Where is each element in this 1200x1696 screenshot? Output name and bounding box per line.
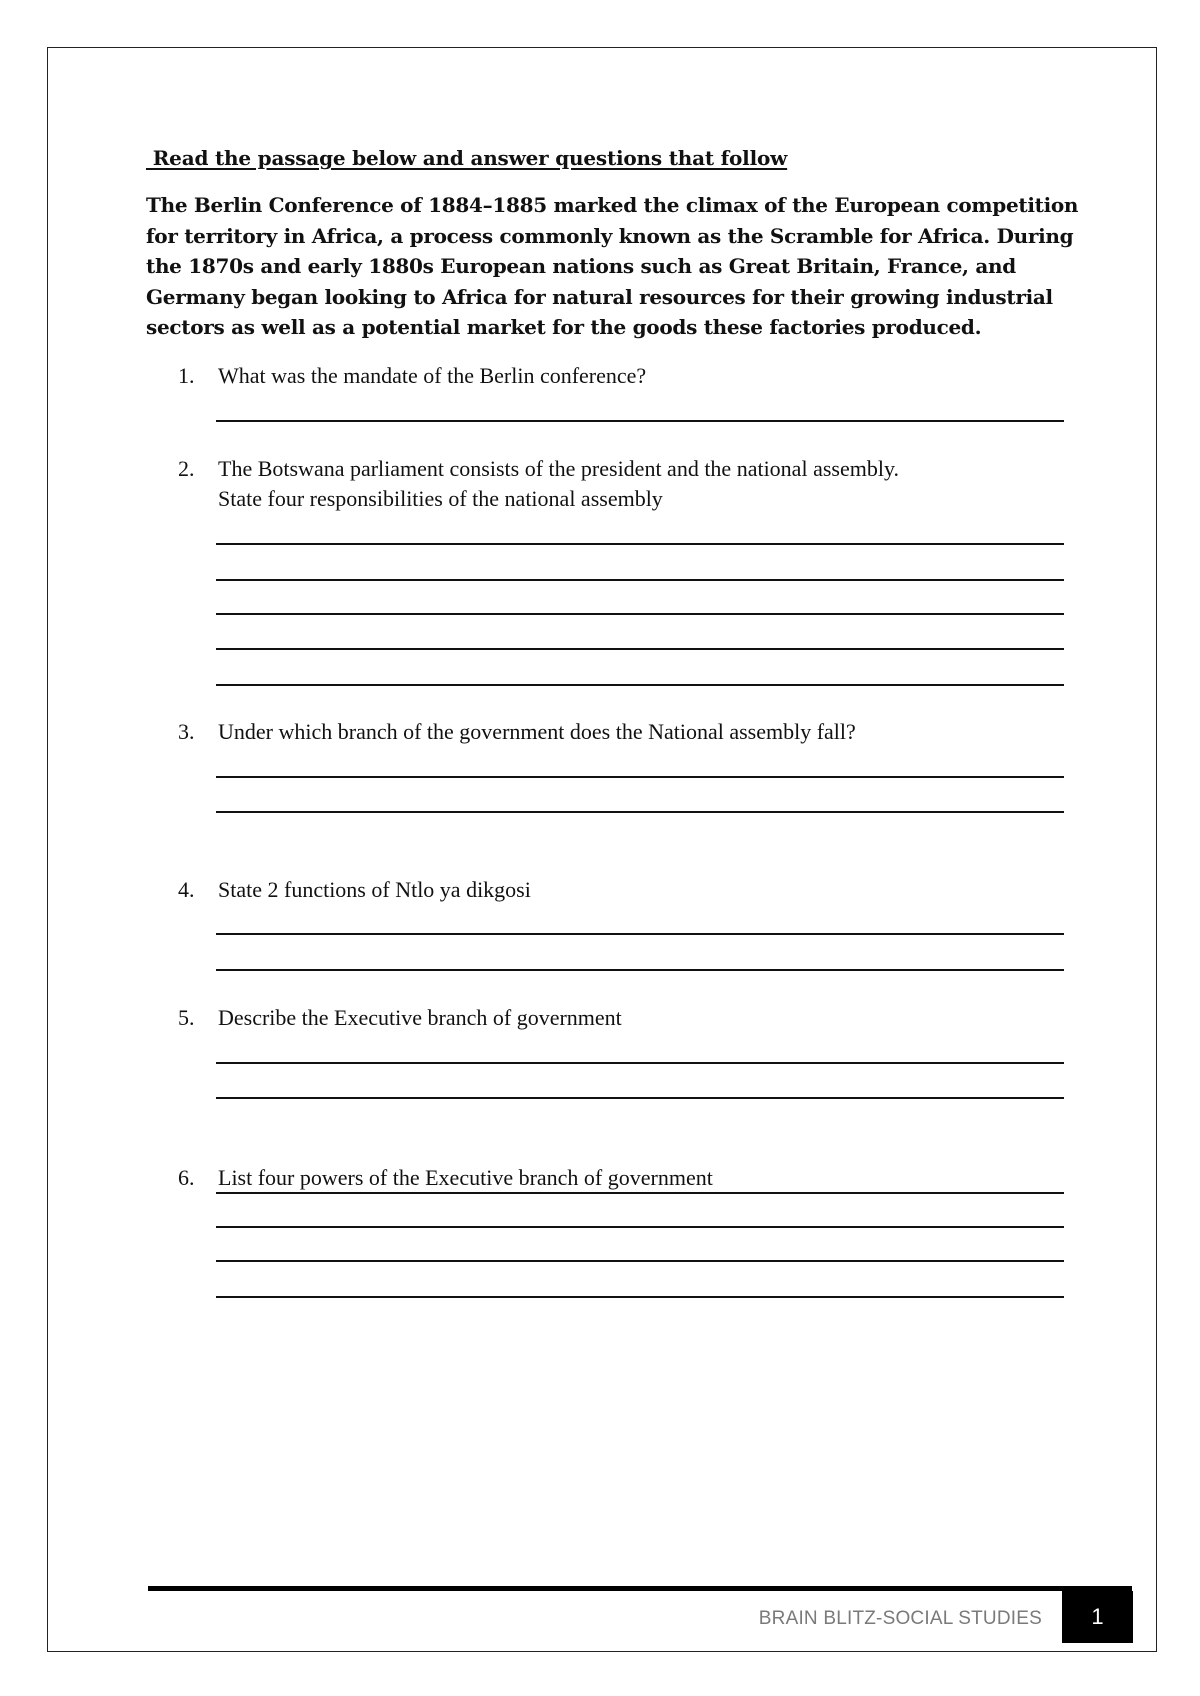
question-text: Under which branch of the government does the National assembly fall? — [218, 719, 856, 744]
answer-line[interactable] — [216, 969, 1064, 971]
question-3 — [178, 717, 856, 747]
answer-line[interactable] — [216, 684, 1064, 686]
answer-line[interactable] — [216, 543, 1064, 545]
footer-label: BRAIN BLITZ-SOCIAL STUDIES — [758, 1608, 1042, 1629]
question-text: List four powers of the Executive branch of government — [218, 1165, 713, 1190]
answer-line[interactable] — [216, 648, 1064, 650]
question-number: 4. — [178, 877, 195, 902]
question-5 — [178, 1003, 622, 1033]
question-text: Describe the Executive branch of government — [218, 1005, 622, 1030]
answer-line[interactable] — [216, 776, 1064, 778]
question-number: 2. — [178, 456, 195, 481]
answer-line[interactable] — [216, 1062, 1064, 1064]
answer-line[interactable] — [216, 613, 1064, 615]
passage-line: the 1870s and early 1880s European nations such as Great Britain, France, and — [146, 254, 1016, 278]
page-number: 1 — [1091, 1604, 1104, 1629]
question-6 — [178, 1163, 713, 1193]
answer-line[interactable] — [216, 1260, 1064, 1262]
answer-line[interactable] — [216, 933, 1064, 935]
passage — [146, 190, 1079, 343]
question-number: 3. — [178, 719, 195, 744]
answer-line[interactable] — [216, 1192, 1064, 1194]
passage-line: sectors as well as a potential market for the goods these factories produced. — [146, 315, 982, 339]
passage-line: Germany began looking to Africa for natural resources for their growing industrial — [146, 284, 1053, 309]
question-text: State 2 functions of Ntlo ya dikgosi — [218, 877, 531, 902]
answer-line[interactable] — [216, 420, 1064, 422]
question-4 — [178, 875, 531, 905]
answer-line[interactable] — [216, 579, 1064, 581]
answer-line[interactable] — [216, 1296, 1064, 1298]
question-number: 6. — [178, 1165, 195, 1190]
question-number: 5. — [178, 1005, 195, 1030]
footer-rule — [148, 1586, 1132, 1591]
question-text: What was the mandate of the Berlin conference? — [218, 363, 647, 388]
question-number: 1. — [178, 363, 195, 388]
question-text: State four responsibilities of the national assembly — [218, 486, 663, 511]
answer-line[interactable] — [216, 811, 1064, 813]
question-1 — [178, 361, 646, 391]
answer-line[interactable] — [216, 1226, 1064, 1228]
question-2 — [178, 454, 899, 514]
question-text: The Botswana parliament consists of the president and the national assembly. — [218, 456, 900, 481]
passage-line: The Berlin Conference of 1884–1885 marked the climax of the European competition — [146, 193, 1079, 217]
passage-line: for territory in Africa, a process commonly known as the Scramble for Africa. During — [146, 223, 1074, 248]
instruction-heading: Read the passage below and answer questions that follow — [146, 146, 788, 170]
page-number-box — [1062, 1591, 1133, 1643]
answer-line[interactable] — [216, 1097, 1064, 1099]
